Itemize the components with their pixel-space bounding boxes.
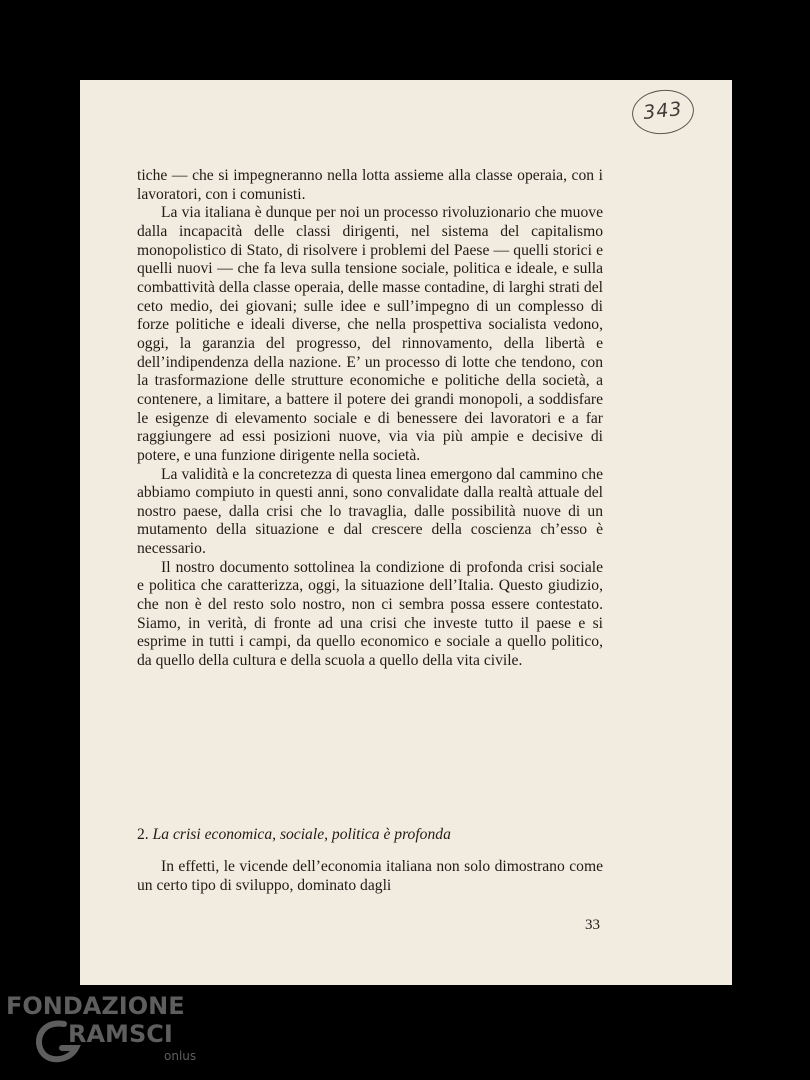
watermark-logo <box>6 990 206 1075</box>
paragraph-5: In effetti, le vicende dell’economia italiana non solo dimostrano come un certo tipo di sviluppo, dominato dagli <box>137 858 603 894</box>
paragraph-2: La via italiana è dunque per noi un processo rivoluzionario che muove dalla incapacità delle classi dirigenti, nel sistema del capitalismo monopolistico di Stato, di risolvere i problemi del Paese — quelli storici e quelli nuovi — che fa leva sulla tensione sociale, politica e ideale, e sulla combattività della classe operaia, delle masse contadine, di larghi strati del ceto medio, dei giovani; sulle idee e sull’impegno di un complesso di forze politiche e ideali diverse, che nella prospettiva socialista vedono, oggi, la garanzia del progresso, del rinnovamento, della libertà e dell’indipendenza della nazione. E’ un processo di lotte che tendono, con la trasformazione delle strutture economiche e politiche della società, a contenere, a limitare, a battere il potere dei grandi monopoli, a soddisfare le esigenze di elevamento sociale e di benessere dei lavoratori e a far raggiungere ad essi posizioni nuove, via via più ampie e decisive di potere, e una funzione dirigente nella società. <box>137 204 603 464</box>
section-number: 2. <box>137 826 149 843</box>
continuation-text <box>137 858 603 895</box>
section-title: La crisi economica, sociale, politica è profonda <box>152 826 451 843</box>
section-heading <box>137 825 603 844</box>
body-text <box>137 167 603 671</box>
handwritten-page-annotation: 343 <box>630 87 696 137</box>
paragraph-3: La validità e la concretezza di questa linea emergono dal cammino che abbiamo compiuto in questi anni, sono convalidate dalla realtà attuale del nostro paese, dalla crisi che lo travaglia, dalle possibilità nuove di un mutamento della situazione e dal crescere della coscienza ch’esso è necessario. <box>137 465 603 558</box>
page-number: 33 <box>585 917 600 933</box>
paragraph-4: Il nostro documento sottolinea la condizione di profonda crisi sociale e politica che caratterizza, oggi, la situazione dell’Italia. Questo giudizio, che non è del resto solo nostro, non ci sembra possa essere contestato. Siamo, in verità, di fronte ad una crisi che investe tutto il paese e si esprime in tutti i campi, da quello economico e sociale a quello politico, da quello della cultura e della scuola a quello della vita civile. <box>137 558 603 670</box>
watermark-line1: FONDAZIONE <box>6 992 185 1020</box>
paragraph-1: tiche — che si impegneranno nella lotta assieme alla classe operaia, con i lavoratori, con i comunisti. <box>137 167 603 203</box>
fondazione-gramsci-watermark <box>6 990 206 1075</box>
watermark-line2: RAMSCI <box>68 1020 173 1048</box>
watermark-suffix: onlus <box>164 1049 197 1063</box>
